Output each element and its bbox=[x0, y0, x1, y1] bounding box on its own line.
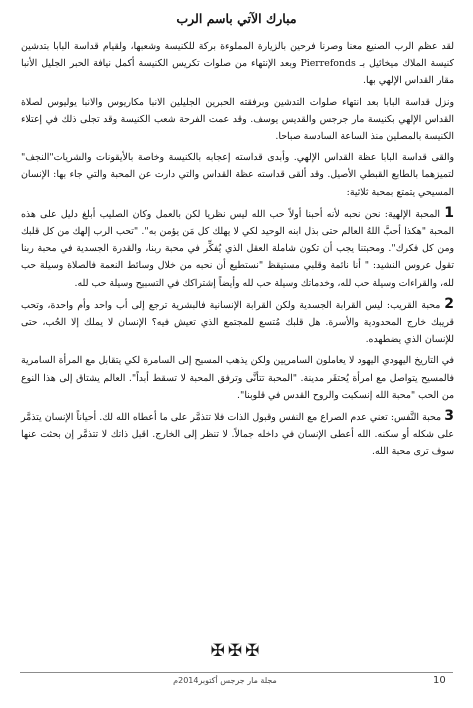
love-item-neighbor bbox=[21, 296, 454, 349]
article-title: مبارك الآتي باسم الرب bbox=[176, 11, 297, 26]
love-item-divine bbox=[21, 205, 454, 292]
crosses-ornament: ✠✠✠ bbox=[210, 641, 263, 661]
paragraph-intro: لقد عظم الرب الصنيع معنا وصرنا فرحين بالزيارة المملوءة بركة للكنيسة وشعبها، ولقيام قداسة البابا بتدشين كنيسة الملاك ميخائيل بـ Pierrefonds وبعد الإنتهاء من صلوات تكريس الكنيسة أكمل نيافة الحبر الجليل الأنبا مقار القداس الإلهي بها. bbox=[21, 41, 454, 87]
item-text: محبة النَّفس: تعني عدم الصراع مع النفس وقبول الذات فلا تتذمَّر على ما أعطاه الله لك. أحياناً الإنسان يتذمَّر على شكله أو سكنه. الله أعطى الإنسان في داخله جمالاً. لا تنظر إلى الخارج. اقبل ذاتك لا تتذمَّر إن بحثت عنها سوف ترى محبة الله. bbox=[21, 412, 454, 458]
item-number: 3 bbox=[444, 408, 454, 425]
item-text: المحبة الإلهية: نحن نحبه لأنه أحبنا أولاً حب الله ليس نظريا لكن بالعمل وكان الصليب أبلغ دليل على هذه المحبة "هكذا أحبَّ اللهُ العالم حتى بذل ابنه الوحيد لكي لا يهلك كل مَن يؤمن به". "تحب الرب إلهك من كل قلبك ومن كل فكرك". ومحبتنا يجب أن تكون شاملة العقل الذي يُفكِّر في محبة ربنا، والقدرة الجسدية في محبة ربنا تقول عروس النشيد: " أنا نائمة وقلبي مستيقظ "نستطيع أن نحبه من خلال وسائط النعمة فالصلاة وسيلة حب لله، والقراءات وسيلة حب لله، وخدماتك وسيلة حب لله وأيضاً إشتراكك في التسبيح وسيلة حب لله. bbox=[21, 208, 455, 289]
item-number: 2 bbox=[444, 295, 455, 312]
paragraph-liturgy: ونزل قداسة البابا بعد انتهاء صلوات التدشين وبرفقته الحبرين الجليلين الانبا مكاريوس والانبا يوليوس لصلاة القداس الإلهي بكنيسة مار جرجس والقديس يوسف. وقد عمت الفرحة شعب الكنيسة وقد تجلى ذلك في إعتلاء الكنيسة بالمصلين منذ الساعة السادسة صباحا. bbox=[21, 96, 454, 143]
love-item-samaritan bbox=[21, 352, 454, 404]
item-text: في التاريخ اليهودي اليهود لا يعاملون السامريين ولكن يذهب المسيح إلى السامرة لكي يتقابل مع المرأة السامرية فالمسيح يتواصل مع امرأة يُحتقَر مدينة. "المحبة تتأنَّى وترفق المحبة لا تسقط أبداً". العالم يشتاق إلى هذا النوع من الحب "محبة الله إنسكبت والروح القدس في قلوبنا". bbox=[21, 355, 454, 401]
article-body bbox=[21, 38, 454, 465]
love-item-self bbox=[21, 408, 454, 461]
item-number: 1 bbox=[444, 204, 454, 221]
paragraph-sermon: والقى قداسة البابا عظة القداس الإلهي. وأبدى قداسته إعجابه بالكنيسة وخاصة بالأيقونات والشريات"النجف" لتميزهما بالطابع القبطي الأصيل. وقد ألقى قداسته عظة القداس والتي دارت عن المحبة والتي جاء بها: الإنسان المسيحي يتمتع بمحبة ثلاثية: bbox=[21, 152, 454, 198]
page-number: 10 bbox=[433, 675, 446, 686]
footer-divider bbox=[20, 672, 453, 673]
footer-publication: مجلة مار جرجس أكتوبر2014م bbox=[173, 676, 277, 685]
item-text: محبة القريب: ليس القرابة الجسدية ولكن القرابة الإنسانية فالبشرية ترجع إلى أب واحد وأم واحدة، وتحب قريبك خارج المحدودية والأسرة. هل قلبك مُتسع للمجتمع الذي تعيش فيه؟ الإنسان لا يملك إلا الحُب، حتى للإنسان الذي يضطهده. bbox=[21, 299, 454, 346]
